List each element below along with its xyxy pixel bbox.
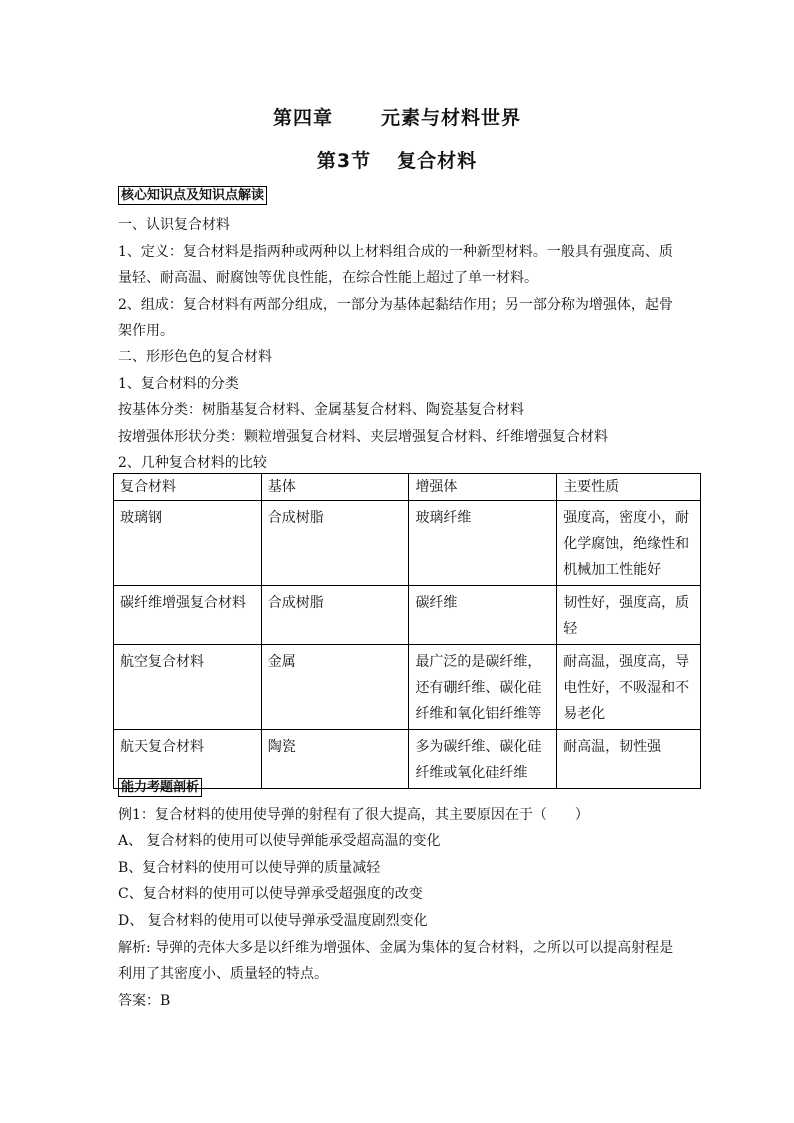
option-d: D、 复合材料的使用可以使导弹承受温度剧烈变化 [118,913,428,929]
definition-line-1: 1、定义：复合材料是指两种或两种以上材料组合成的一种新型材料。一般具有强度高、质 [118,244,673,260]
option-c: C、复合材料的使用可以使导弹承受超强度的改变 [118,886,423,902]
core-knowledge-heading: 核心知识点及知识点解读 [118,186,267,205]
properties-cell [557,730,701,789]
ability-analysis-heading: 能力考题剖析 [118,778,202,797]
classification-by-base: 按基体分类：树脂基复合材料、金属基复合材料、陶瓷基复合材料 [118,402,524,418]
cell-line: 纤维和氧化铝纤维等 [415,706,542,722]
chapter-name: 元素与材料世界 [381,107,522,129]
cell-line: 还有硼纤维、碳化硅 [415,680,542,696]
cell-line: 耐高温，韧性强 [563,739,662,755]
cell-line: 玻璃纤维 [415,510,472,526]
section-number: 第3节 [316,150,372,172]
composition-line-1: 2、组成：复合材料有两部分组成，一部分为基体起黏结作用；另一部分称为增强体，起骨 [118,297,673,313]
material-cell: 航空复合材料 [114,645,262,730]
classification-by-shape: 按增强体形状分类：颗粒增强复合材料、夹层增强复合材料、纤维增强复合材料 [118,429,608,445]
properties-cell [557,586,701,645]
cell-line: 轻 [563,621,578,637]
cell-line: 碳纤维 [415,595,458,611]
section-name: 复合材料 [397,150,478,172]
table-header-cell: 增强体 [409,474,557,501]
cell-line: 纤维或氧化硅纤维 [415,765,528,781]
cell-line: 韧性好，强度高，质 [563,595,690,611]
table-row [114,586,701,645]
cell-line: 机械加工性能好 [563,562,662,578]
table-header-cell: 复合材料 [114,474,262,501]
comparison-table [113,473,701,789]
base-cell: 金属 [261,645,409,730]
analysis-line-2: 利用了其密度小、质量轻的特点。 [118,966,328,982]
material-cell: 玻璃钢 [114,501,262,586]
table-header-row [114,474,701,501]
example-question: 例1：复合材料的使用使导弹的射程有了很大提高，其主要原因在于（ ） [118,807,589,823]
option-a: A、 复合材料的使用可以使导弹能承受超高温的变化 [118,833,441,849]
reinforcement-cell [409,645,557,730]
cell-line: 化学腐蚀，绝缘性和 [563,536,690,552]
reinforcement-cell [409,730,557,789]
chapter-number: 第四章 [272,107,333,129]
properties-cell [557,645,701,730]
option-b: B、复合材料的使用可以使导弹的质量减轻 [118,860,381,876]
section-title [0,146,794,173]
answer: 答案：B [118,993,171,1009]
cell-line: 易老化 [563,706,606,722]
material-cell: 航天复合材料 [114,730,262,789]
heading-varieties: 二、形形色色的复合材料 [118,349,272,365]
comparison-title: 2、几种复合材料的比较 [118,455,267,471]
classification-title: 1、复合材料的分类 [118,376,239,392]
table-header-cell: 基体 [261,474,409,501]
cell-line: 强度高，密度小，耐 [563,510,690,526]
analysis-line-1: 解析: 导弹的壳体大多是以纤维为增强体、金属为集体的复合材料，之所以可以提高射程是 [118,940,674,956]
chapter-title [0,103,794,130]
table-row [114,501,701,586]
cell-line: 电性好，不吸湿和不 [563,680,690,696]
base-cell: 陶瓷 [261,730,409,789]
reinforcement-cell [409,586,557,645]
cell-line: 耐高温，强度高，导 [563,654,690,670]
cell-line: 多为碳纤维、碳化硅 [415,739,542,755]
composition-line-2: 架作用。 [118,323,174,339]
table-row [114,645,701,730]
definition-line-2: 量轻、耐高温、耐腐蚀等优良性能，在综合性能上超过了单一材料。 [118,270,538,286]
base-cell: 合成树脂 [261,501,409,586]
heading-understand: 一、认识复合材料 [118,217,230,233]
base-cell: 合成树脂 [261,586,409,645]
table-header-cell: 主要性质 [557,474,701,501]
material-cell: 碳纤维增强复合材料 [114,586,262,645]
properties-cell [557,501,701,586]
cell-line: 最广泛的是碳纤维， [415,654,542,670]
reinforcement-cell [409,501,557,586]
